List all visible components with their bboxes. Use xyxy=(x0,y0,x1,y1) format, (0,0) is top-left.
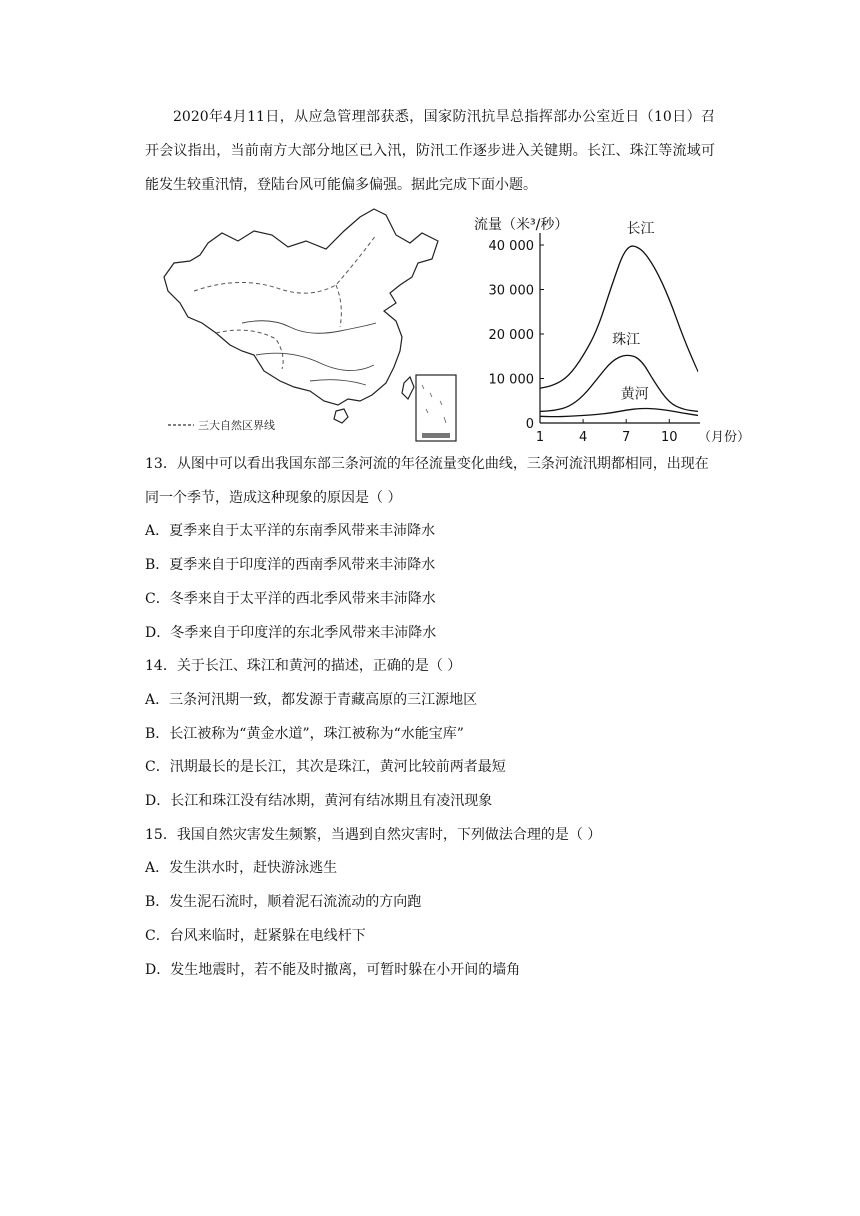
x-axis-label: （月份） xyxy=(698,430,751,445)
answer-option[interactable]: B．夏季来自于印度洋的西南季风带来丰沛降水 xyxy=(145,557,436,574)
answer-option[interactable]: D．冬季来自于印度洋的东北季风带来丰沛降水 xyxy=(145,624,437,641)
y-tick-label: 20 000 xyxy=(488,328,534,343)
china-outline xyxy=(164,209,438,423)
series-line-3 xyxy=(540,408,698,416)
series-label-3: 黄河 xyxy=(620,386,649,403)
map-legend: 三大自然区界线 xyxy=(198,419,275,432)
answer-option[interactable]: B．发生泥石流时，顺着泥石流流动的方向跑 xyxy=(145,894,422,911)
y-tick-label: 30 000 xyxy=(488,283,534,299)
answer-option[interactable]: C．汛期最长的是长江，其次是珠江，黄河比较前两者最短 xyxy=(145,759,506,776)
answer-option[interactable]: A．夏季来自于太平洋的东南季风带来丰沛降水 xyxy=(145,523,436,540)
series-line-2 xyxy=(540,355,698,411)
answer-option[interactable]: B．长江被称为“黄金水道”，珠江被称为“水能宝库” xyxy=(145,725,464,742)
series-line-1 xyxy=(540,246,698,388)
y-tick-label: 10 000 xyxy=(488,372,534,388)
answer-option[interactable]: A．发生洪水时，赶快游泳逃生 xyxy=(145,860,338,877)
hainan-island xyxy=(334,409,348,423)
y-tick-label: 40 000 xyxy=(488,239,534,254)
question-stem: 13．从图中可以看出我国东部三条河流的年径流量变化曲线，三条河流汛期都相同，出现在同一个季节，造成这种现象的原因是（ ） xyxy=(145,456,709,506)
x-tick-label: 10 xyxy=(660,430,678,445)
rivers xyxy=(242,321,376,385)
series-label-2: 珠江 xyxy=(612,332,641,349)
question-stem: 15．我国自然灾害发生频繁，当遇到自然灾害时，下列做法合理的是（ ） xyxy=(145,826,602,843)
y-tick-label: 0 xyxy=(525,417,534,432)
answer-option[interactable]: D．长江和珠江没有结冰期，黄河有结冰期且有凌汛现象 xyxy=(145,793,493,810)
taiwan-island xyxy=(402,377,414,399)
china-map xyxy=(160,205,460,445)
flow-chart xyxy=(460,205,760,450)
figure xyxy=(160,205,760,450)
natural-region-boundaries xyxy=(194,235,376,369)
x-tick-label: 1 xyxy=(535,430,545,445)
answer-option[interactable]: A．三条河汛期一致，都发源于青藏高原的三江源地区 xyxy=(145,691,478,708)
question-stem: 14．关于长江、珠江和黄河的描述，正确的是（ ） xyxy=(145,658,462,675)
answer-option[interactable]: D．发生地震时，若不能及时撤离，可暂时躲在小开间的墙角 xyxy=(145,961,521,978)
question-list xyxy=(145,448,725,987)
south-china-sea-inset xyxy=(416,375,456,441)
answer-option[interactable]: C．冬季来自于太平洋的西北季风带来丰沛降水 xyxy=(145,590,436,607)
x-tick-label: 7 xyxy=(622,430,631,445)
y-axis-label: 流量（米³/秒） xyxy=(474,217,569,233)
x-tick-label: 4 xyxy=(578,430,588,445)
series-label-1: 长江 xyxy=(626,221,655,237)
intro-paragraph: 2020年4月11日，从应急管理部获悉，国家防汛抗旱总指挥部办公室近日（10日）召开会议指出，当前南方大部分地区已入汛，防汛工作逐步进入关键期。长江、珠江等流域可能发生较重汛情，登陆台风可能偏多偏强。据此完成下面小题。 xyxy=(145,109,715,193)
answer-option[interactable]: C．台风来临时，赶紧躲在电线杆下 xyxy=(145,927,366,944)
